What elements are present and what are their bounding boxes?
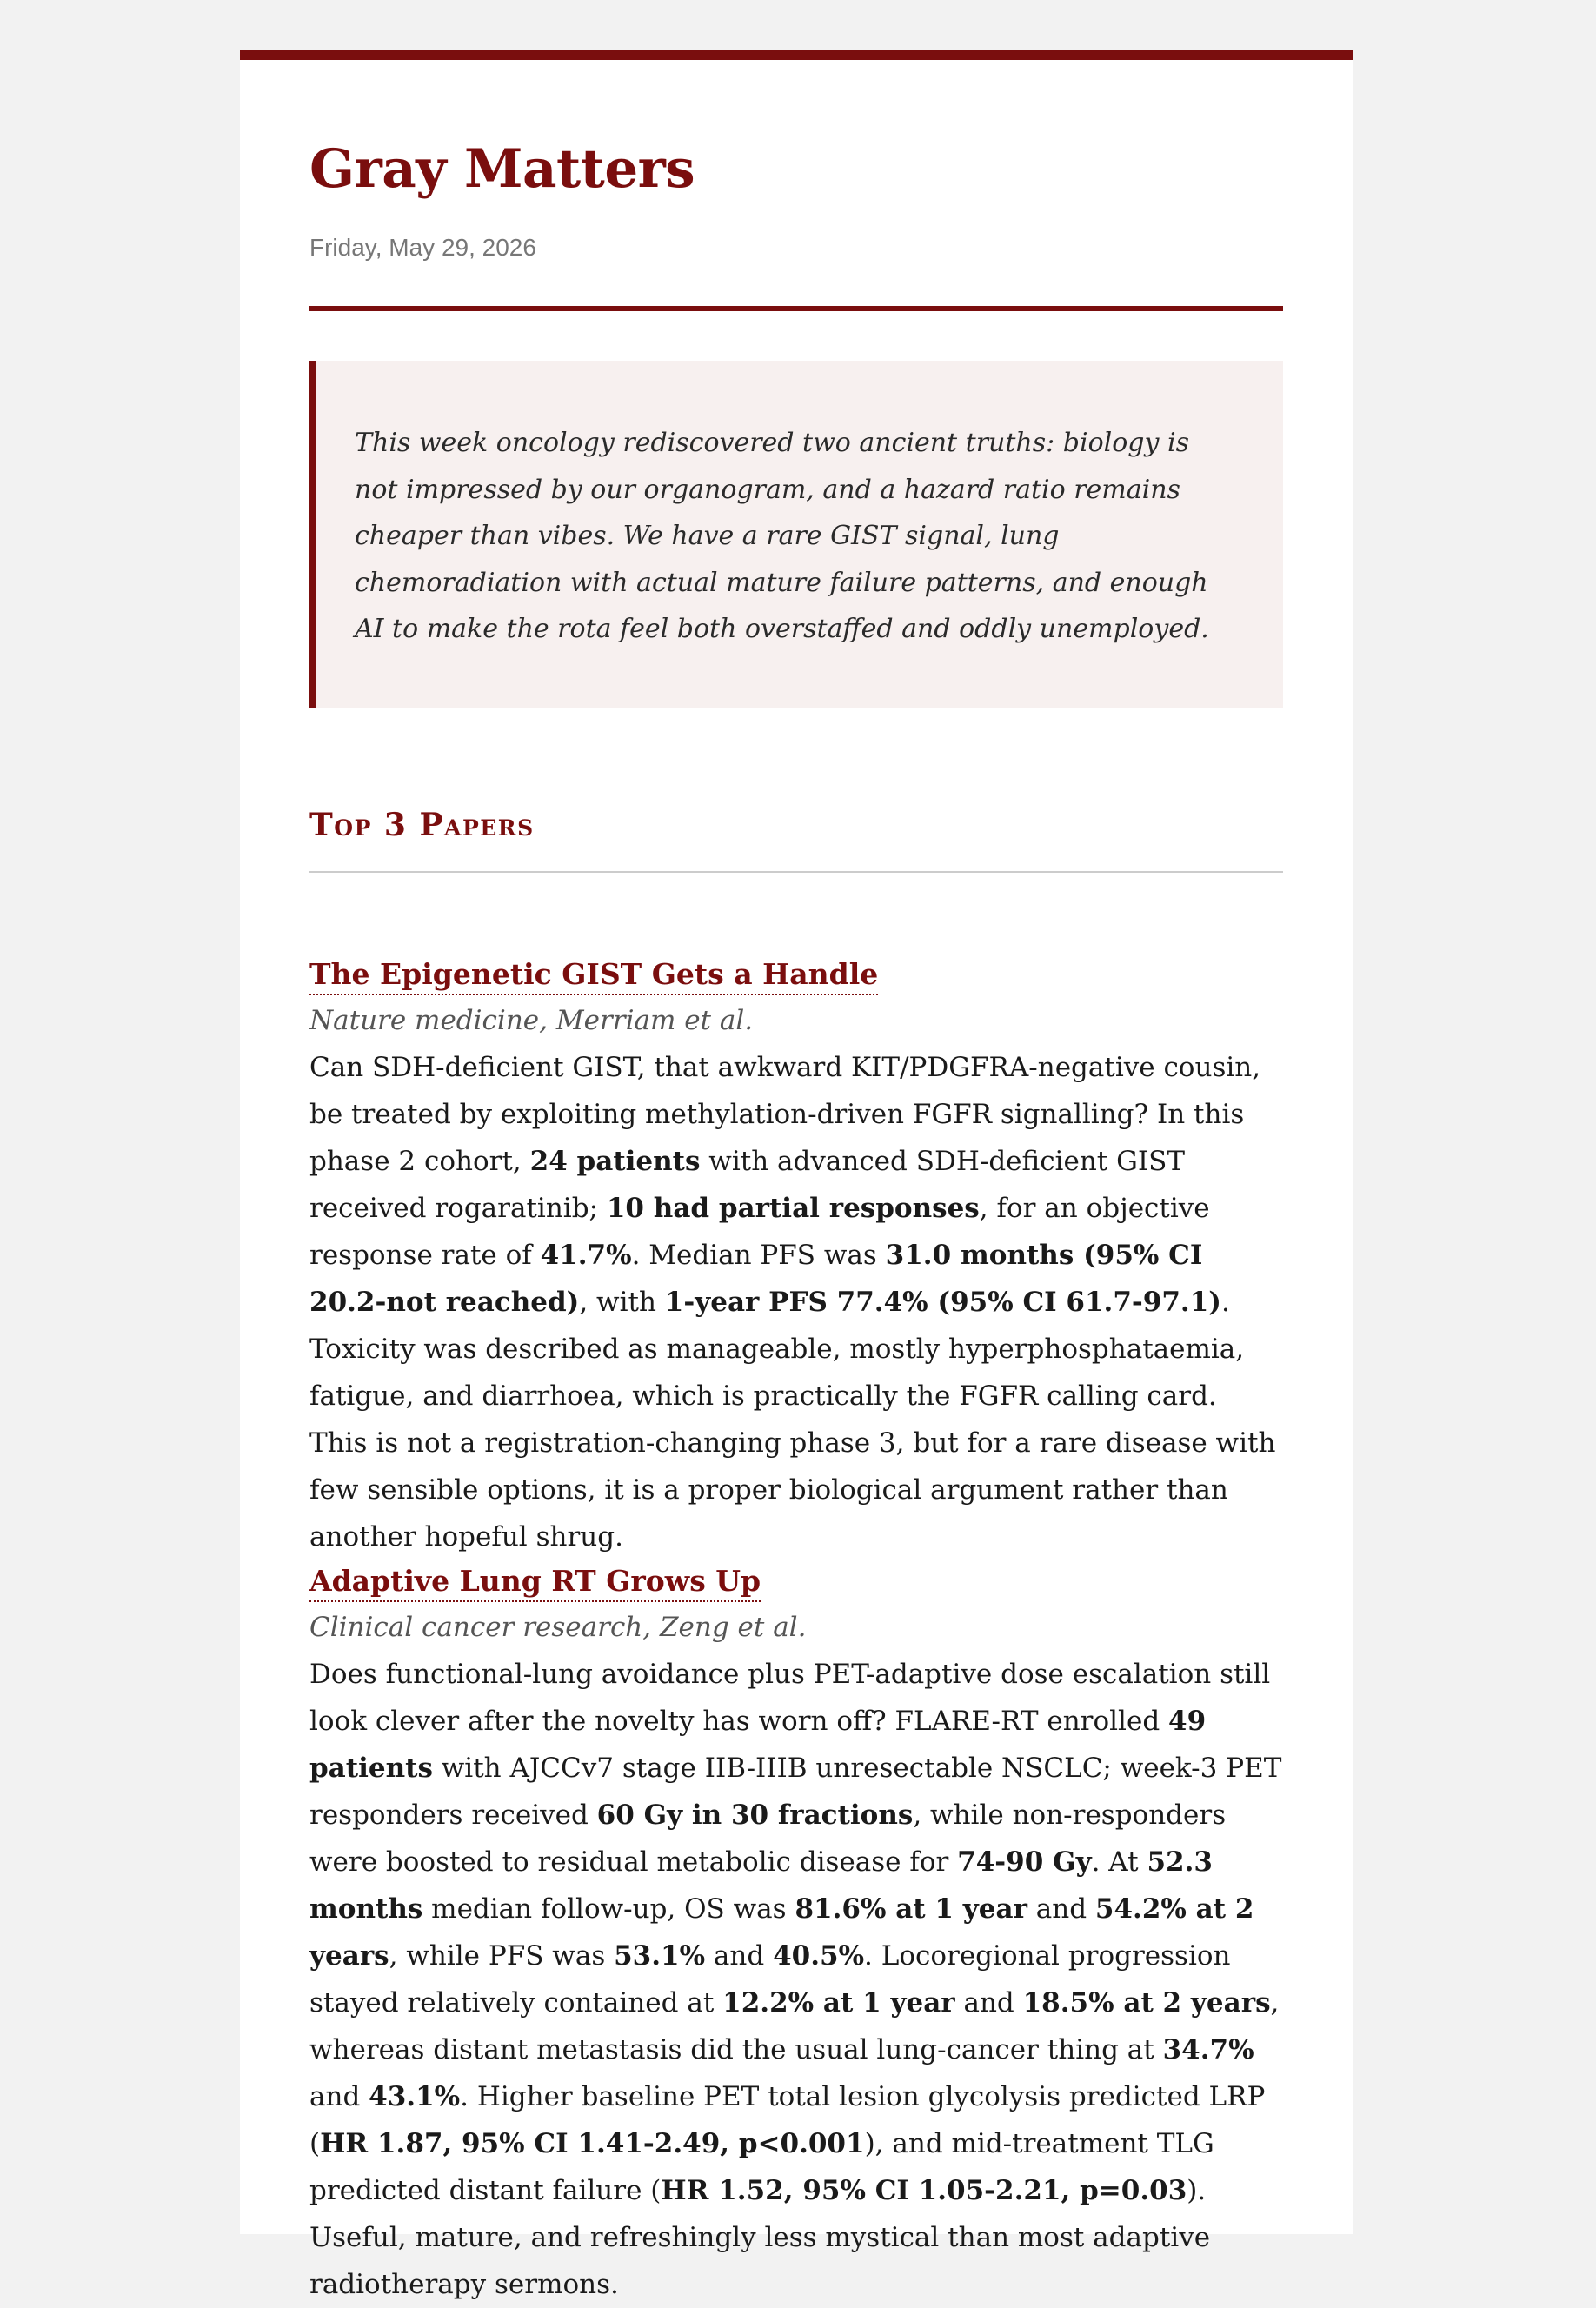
section-title-top-papers: Top 3 Papers xyxy=(309,807,535,843)
paper-title-link[interactable]: The Epigenetic GIST Gets a Handle xyxy=(309,955,878,995)
paper-summary: Does functional-lung avoidance plus PET-adaptive dose escalation still look clever after the novelty has worn off? FLARE-RT enrolled 49 patients with AJCCv7 stage IIB-IIIB unresectable NSCLC; week-3 PET responders received 60 Gy in 30 fractions, while non-responders were boosted to residual metabolic disease for 74-90 Gy. At 52.3 months median follow-up, OS was 81.6% at 1 year and 54.2% at 2 years, while PFS was 53.1% and 40.5%. Locoregional progression stayed relatively contained at 12.2% at 1 year and 18.5% at 2 years, whereas distant metastasis did the usual lung-cancer thing at 34.7% and 43.1%. Higher baseline PET total lesion glycolysis predicted LRP (HR 1.87, 95% CI 1.41-2.49, p<0.001), and mid-treatment TLG predicted distant failure (HR 1.52, 95% CI 1.05-2.21, p=0.03). Useful, mature, and refreshingly less mystical than most adaptive radiotherapy sermons. xyxy=(309,1659,1282,2300)
highlighted-figure: 54.2% at 2 years xyxy=(309,1893,1254,1972)
header-divider xyxy=(309,306,1283,311)
paper-meta: Nature medicine, Merriam et al. xyxy=(309,1005,754,1036)
highlighted-figure: 18.5% at 2 years xyxy=(1022,1987,1271,2019)
paper-summary: Can SDH-deficient GIST, that awkward KIT/PDGFRA-negative cousin, be treated by exploiting methylation-driven FGFR signalling? In this phase 2 cohort, 24 patients with advanced SDH-deficient GIST received rogaratinib; 10 had partial responses, for an objective response rate of 41.7%. Median PFS was 31.0 months (95% CI 20.2-not reached), with 1-year PFS 77.4% (95% CI 61.7-97.1). Toxicity was described as manageable, mostly hyperphosphataemia, fatigue, and diarrhoea, which is practically the FGFR calling card. This is not a registration-changing phase 3, but for a rare disease with few sensible options, it is a proper biological argument rather than another hopeful shrug. xyxy=(309,1052,1276,1553)
highlighted-figure: 52.3 months xyxy=(309,1846,1213,1925)
highlighted-figure: 43.1% xyxy=(369,2081,461,2112)
paper-title-link[interactable]: Adaptive Lung RT Grows Up xyxy=(309,1562,761,1602)
highlighted-figure: HR 1.52, 95% CI 1.05-2.21, p=0.03 xyxy=(661,2175,1187,2206)
highlighted-figure: 60 Gy in 30 fractions xyxy=(596,1799,914,1831)
highlighted-figure: 1-year PFS 77.4% (95% CI 61.7-97.1) xyxy=(664,1287,1221,1318)
section-divider xyxy=(309,871,1283,873)
paper-item xyxy=(309,1562,1283,2308)
highlighted-figure: 53.1% xyxy=(614,1940,706,1972)
newsletter-date: Friday, May 29, 2026 xyxy=(309,234,536,261)
highlighted-figure: 40.5% xyxy=(773,1940,865,1972)
newsletter-card xyxy=(240,50,1353,2300)
highlighted-figure: HR 1.87, 95% CI 1.41-2.49, p<0.001 xyxy=(320,2128,865,2159)
highlighted-figure: 12.2% at 1 year xyxy=(722,1987,955,2019)
highlighted-figure: 34.7% xyxy=(1162,2034,1254,2065)
paper-item xyxy=(309,955,1283,1560)
paper-meta: Clinical cancer research, Zeng et al. xyxy=(309,1612,807,1643)
highlighted-figure: 81.6% at 1 year xyxy=(795,1893,1027,1925)
highlighted-figure: 24 patients xyxy=(529,1146,701,1177)
newsletter-title: Gray Matters xyxy=(309,138,695,200)
highlighted-figure: 41.7% xyxy=(540,1240,632,1271)
highlighted-figure: 31.0 months (95% CI 20.2-not reached) xyxy=(309,1240,1203,1318)
highlighted-figure: 74-90 Gy xyxy=(957,1846,1092,1878)
highlighted-figure: 10 had partial responses xyxy=(606,1193,980,1224)
intro-blockquote: This week oncology rediscovered two ancient truths: biology is not impressed by our organogram, and a hazard ratio remains cheaper than vibes. We have a rare GIST signal, lung chemoradiation with actual mature failure patterns, and enough AI to make the rota feel both overstaffed and oddly unemployed. xyxy=(309,361,1283,708)
highlighted-figure: 49 patients xyxy=(309,1706,1207,1784)
